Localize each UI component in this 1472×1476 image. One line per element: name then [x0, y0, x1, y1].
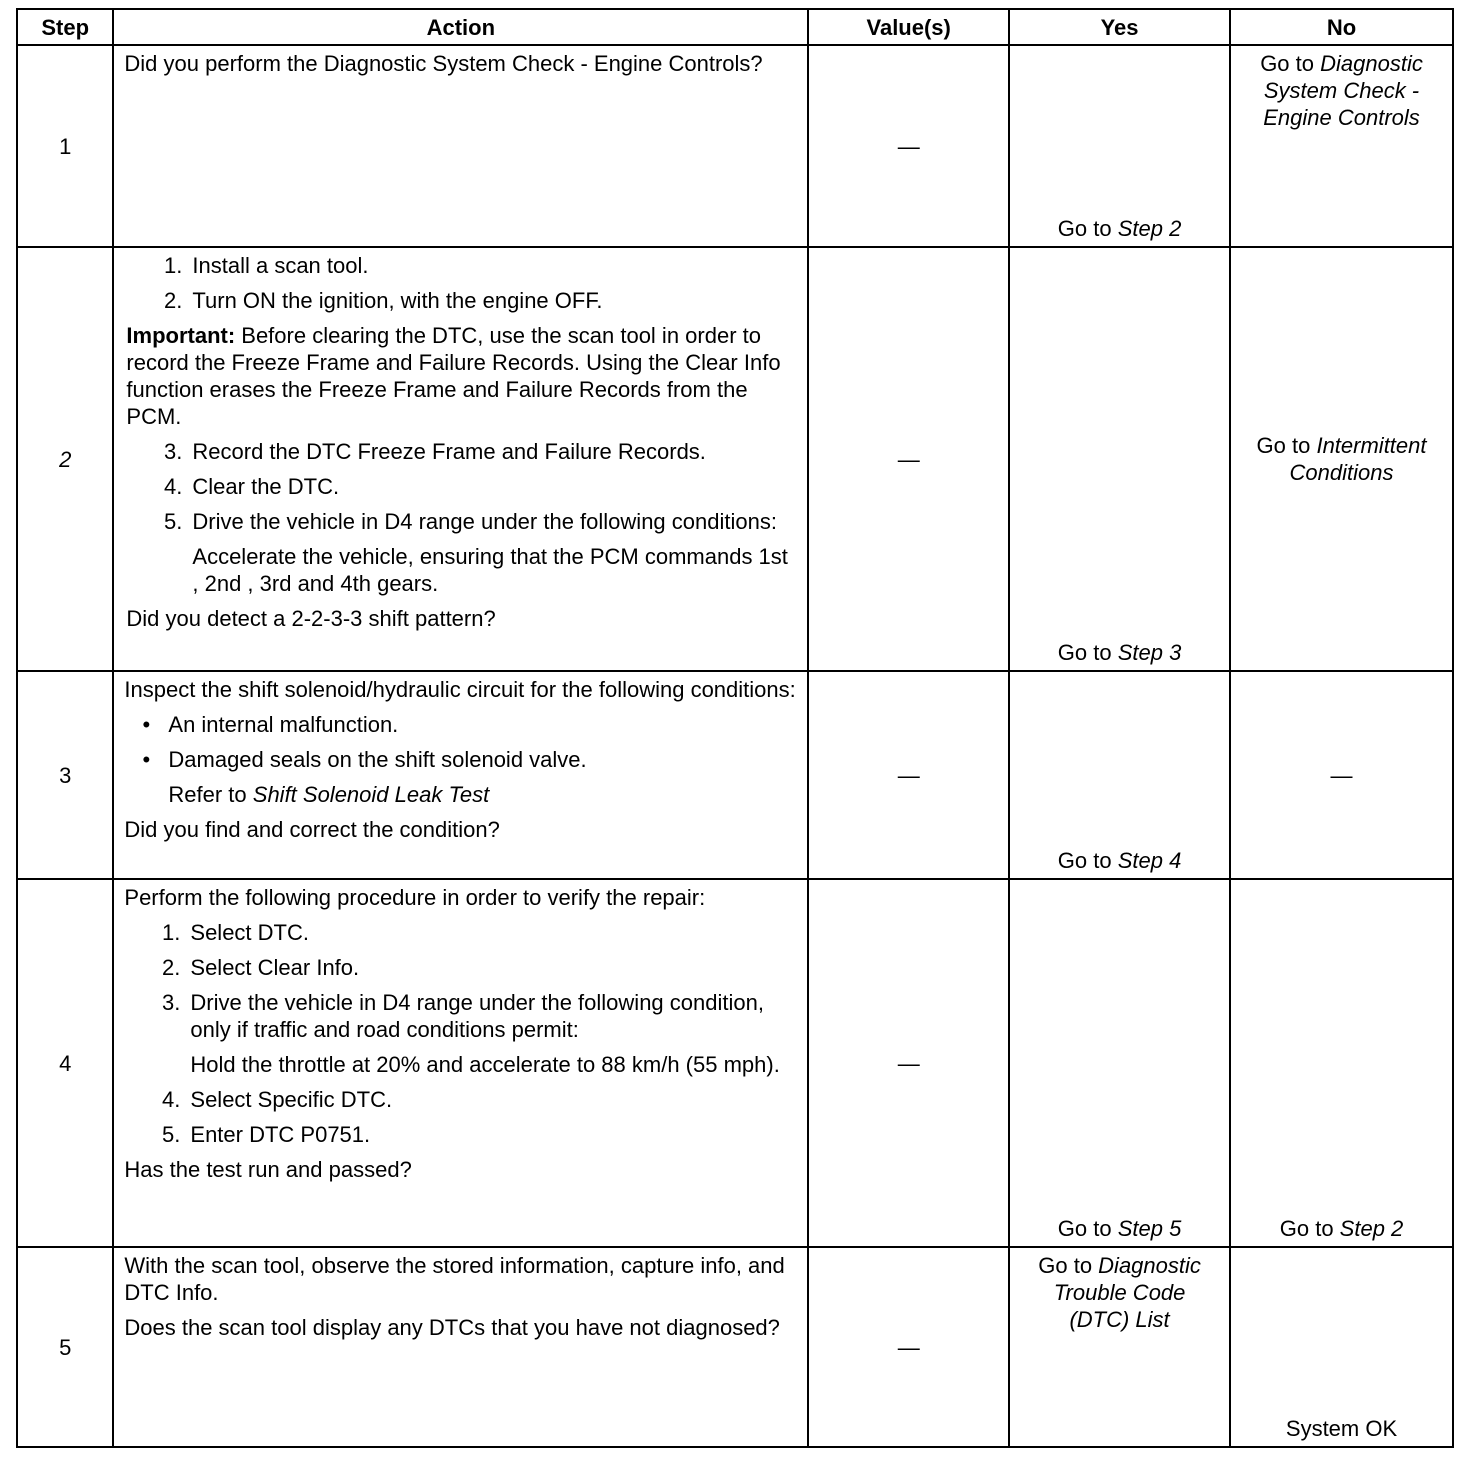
value-cell: — — [808, 247, 1009, 671]
action-cell — [113, 1247, 808, 1447]
value-cell: — — [808, 45, 1009, 247]
list-item: • An internal malfunction. — [142, 712, 399, 737]
no-cell: Go to Intermittent Conditions — [1230, 247, 1453, 671]
no-cell: Go to Diagnostic System Check - Engine Controls — [1230, 45, 1453, 247]
list-item: 2. Turn ON the ignition, with the engine OFF. — [164, 288, 603, 313]
list-item: 5. Enter DTC P0751. — [162, 1122, 371, 1147]
no-cell: Go to Step 2 — [1230, 879, 1453, 1247]
action-cell — [113, 247, 808, 671]
no-link[interactable]: Diagnostic System Check - Engine Controls — [1263, 51, 1423, 130]
table-row — [17, 879, 1453, 1247]
header-yes: Yes — [1009, 9, 1230, 45]
table-row — [17, 671, 1453, 879]
action-intro: With the scan tool, observe the stored information, capture info, and DTC Info. — [124, 1253, 785, 1305]
step-number: 2 — [17, 247, 113, 671]
sub-text: Hold the throttle at 20% and accelerate to 88 km/h (55 mph). — [190, 1052, 780, 1077]
diagnostic-table — [16, 8, 1454, 1448]
step-number: 1 — [17, 45, 113, 247]
step-number: 3 — [17, 671, 113, 879]
step-number: 4 — [17, 879, 113, 1247]
action-intro: Inspect the shift solenoid/hydraulic circuit for the following conditions: — [124, 677, 796, 702]
yes-link[interactable]: Step 2 — [1117, 216, 1182, 241]
list-item: 1. Install a scan tool. — [164, 253, 369, 278]
yes-cell: Go to Step 4 — [1009, 671, 1230, 879]
yes-link[interactable]: Step 4 — [1117, 848, 1182, 873]
yes-link[interactable]: Step 5 — [1117, 1216, 1182, 1241]
list-item: 2. Select Clear Info. — [162, 955, 360, 980]
no-link[interactable]: Step 2 — [1339, 1216, 1404, 1241]
question-text: Did you find and correct the condition? — [124, 817, 500, 842]
action-text: Did you perform the Diagnostic System Check - Engine Controls? — [124, 51, 763, 76]
value-cell: — — [808, 1247, 1009, 1447]
value-cell: — — [808, 879, 1009, 1247]
header-step: Step — [17, 9, 113, 45]
list-item: 4. Select Specific DTC. — [162, 1087, 393, 1112]
action-cell — [113, 671, 808, 879]
action-intro: Perform the following procedure in order to verify the repair: — [124, 885, 706, 910]
table-row — [17, 1247, 1453, 1447]
no-cell: System OK — [1230, 1247, 1453, 1447]
table-row — [17, 45, 1453, 247]
important-note: Important: Before clearing the DTC, use the scan tool in order to record the Freeze Frame and Failure Records. Using the Clear Info function erases the Freeze Frame and Failure Records from the PCM. — [126, 323, 781, 429]
question-text: Did you detect a 2-2-3-3 shift pattern? — [126, 606, 496, 631]
question-text: Does the scan tool display any DTCs that you have not diagnosed? — [124, 1315, 780, 1340]
step-number: 5 — [17, 1247, 113, 1447]
value-cell: — — [808, 671, 1009, 879]
list-item: 3. Record the DTC Freeze Frame and Failure Records. — [164, 439, 706, 464]
yes-cell: Go to Step 5 — [1009, 879, 1230, 1247]
action-cell — [113, 879, 808, 1247]
question-text: Has the test run and passed? — [124, 1157, 412, 1182]
refer-link[interactable]: Shift Solenoid Leak Test — [252, 782, 490, 807]
list-item: 1. Select DTC. — [162, 920, 309, 945]
no-cell: — — [1230, 671, 1453, 879]
table-header-row — [17, 9, 1453, 45]
no-link[interactable]: Intermittent Conditions — [1289, 433, 1427, 485]
header-no: No — [1230, 9, 1453, 45]
header-action: Action — [113, 9, 808, 45]
sub-text: Accelerate the vehicle, ensuring that the PCM commands 1st , 2nd , 3rd and 4th gears. — [192, 544, 788, 596]
list-item: • Damaged seals on the shift solenoid valve. — [142, 747, 587, 772]
yes-cell: Go to Diagnostic Trouble Code (DTC) List — [1009, 1247, 1230, 1447]
list-item: 5. Drive the vehicle in D4 range under the following conditions: — [164, 509, 777, 534]
yes-link[interactable]: Diagnostic Trouble Code (DTC) List — [1053, 1253, 1201, 1332]
yes-cell: Go to Step 3 — [1009, 247, 1230, 671]
yes-link[interactable]: Step 3 — [1117, 640, 1182, 665]
action-cell — [113, 45, 808, 247]
refer-text: Refer to Shift Solenoid Leak Test — [168, 782, 490, 807]
list-item: 3. Drive the vehicle in D4 range under the following condition, only if traffic and road conditions permit: — [162, 990, 764, 1042]
table-row — [17, 247, 1453, 671]
header-values: Value(s) — [808, 9, 1009, 45]
list-item: 4. Clear the DTC. — [164, 474, 340, 499]
yes-cell: Go to Step 2 — [1009, 45, 1230, 247]
